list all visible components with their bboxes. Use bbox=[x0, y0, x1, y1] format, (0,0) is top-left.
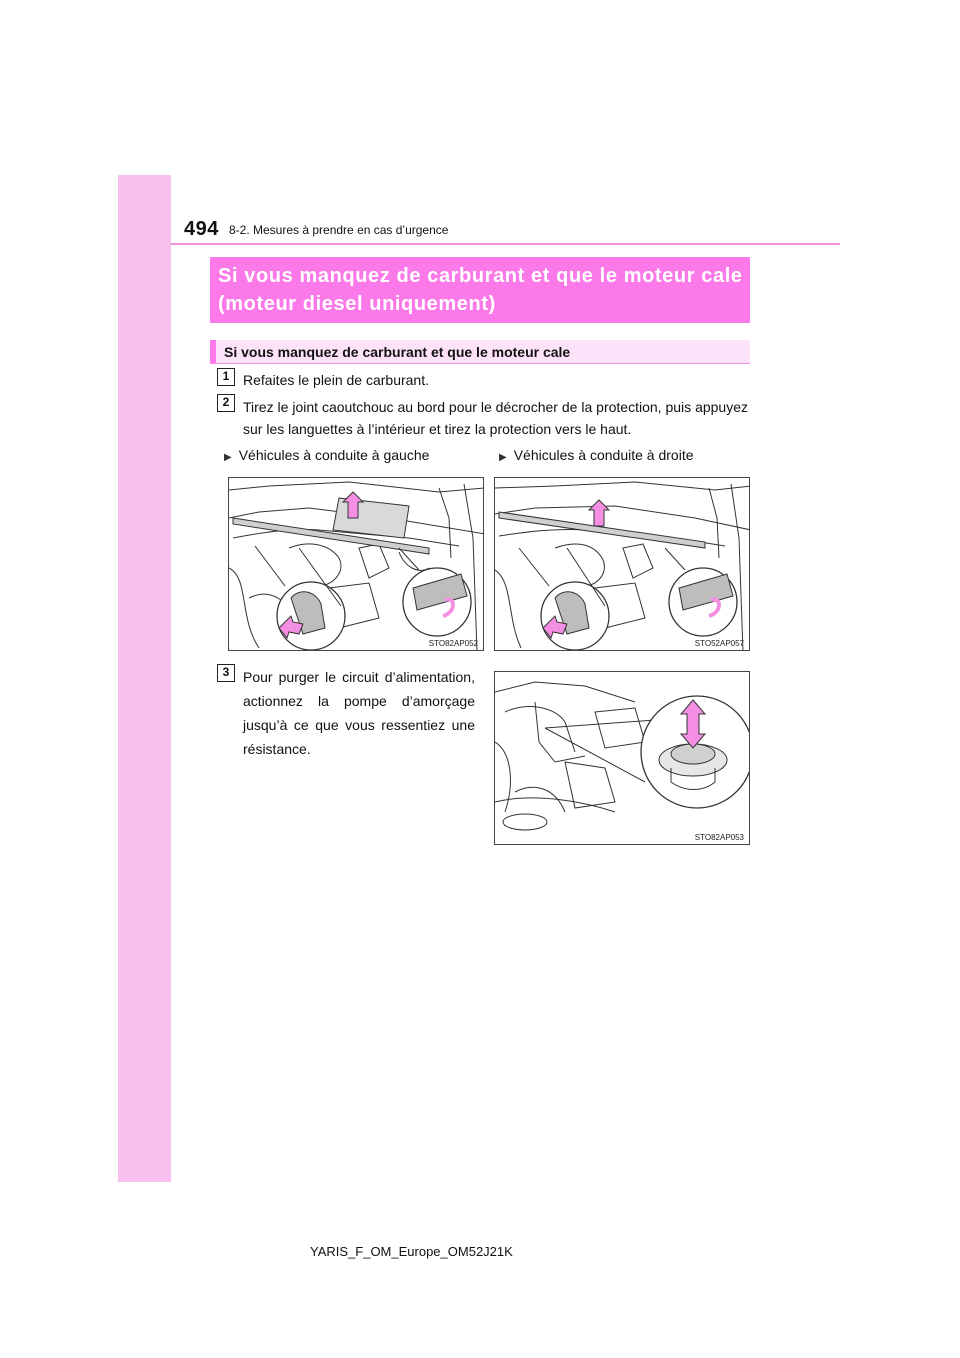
step-2-text: Tirez le joint caoutchouc au bord pour le décrocher de la protection, puis appuyez sur les languettes à l’intérieur et tirez la protection vers le haut. bbox=[243, 399, 748, 437]
step-1-text: Refaites le plein de carburant. bbox=[243, 372, 429, 388]
section-title: 8-2. Mesures à prendre en cas d’urgence bbox=[229, 223, 449, 237]
step-3-text: Pour purger le circuit d’alimentation, actionnez la pompe d’amorçage jusqu’à ce que vous ressentiez une résistance. bbox=[243, 669, 475, 757]
side-tab-band bbox=[118, 175, 171, 1182]
step-2-marker: 2 bbox=[217, 394, 235, 412]
engine-illustration-rhd bbox=[495, 478, 750, 651]
engine-illustration-lhd bbox=[229, 478, 484, 651]
page-title: Si vous manquez de carburant et que le moteur cale (moteur diesel uniquement) bbox=[210, 257, 750, 323]
figure-code-left: STO82AP052 bbox=[428, 639, 478, 648]
figure-left-hand-drive bbox=[228, 477, 484, 651]
priming-pump-illustration bbox=[495, 672, 750, 845]
variant-left-label: ▶ Véhicules à conduite à gauche bbox=[224, 447, 430, 463]
subheading: Si vous manquez de carburant et que le moteur cale bbox=[210, 340, 750, 364]
variant-right-label: ▶ Véhicules à conduite à droite bbox=[499, 447, 694, 463]
triangle-bullet-icon: ▶ bbox=[499, 452, 507, 463]
step-3-marker: 3 bbox=[217, 664, 235, 682]
figure-priming-pump bbox=[494, 671, 750, 845]
triangle-bullet-icon: ▶ bbox=[224, 452, 232, 463]
footer-document-id: YARIS_F_OM_Europe_OM52J21K bbox=[310, 1244, 513, 1259]
figure-right-hand-drive bbox=[494, 477, 750, 651]
figure-code-pump: STO82AP053 bbox=[694, 833, 744, 842]
page-number: 494 bbox=[184, 218, 219, 240]
subheading-rule bbox=[210, 363, 750, 364]
header-rule bbox=[171, 243, 840, 245]
figure-code-right: STO52AP057 bbox=[694, 639, 744, 648]
step-1-marker: 1 bbox=[217, 368, 235, 386]
